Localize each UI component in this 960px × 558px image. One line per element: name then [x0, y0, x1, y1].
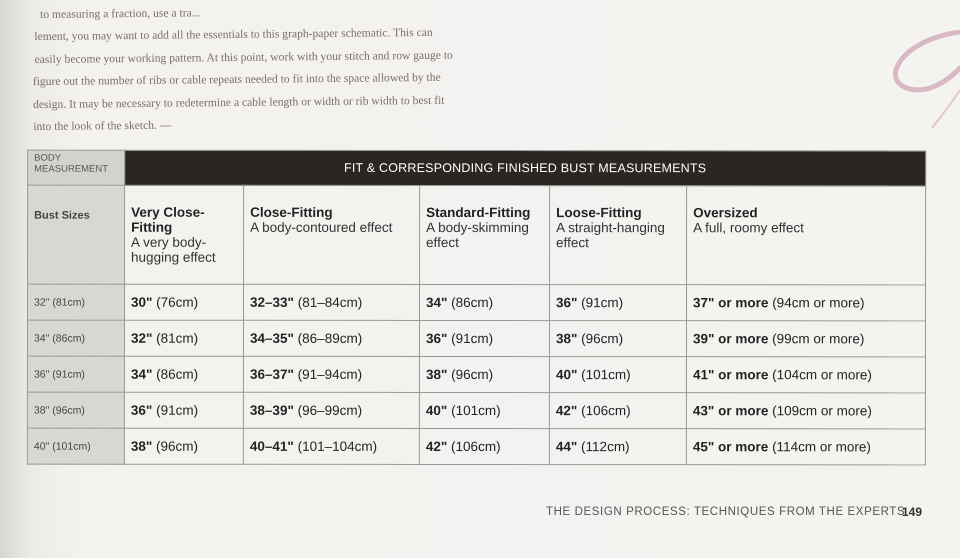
table-cell	[124, 284, 243, 320]
cm-value: (86cm)	[152, 366, 199, 382]
table-row	[27, 392, 925, 429]
fit-description: A body-contoured effect	[250, 219, 393, 235]
table-cell	[686, 393, 925, 429]
table-banner: FIT & CORRESPONDING FINISHED BUST MEASUREMENTS	[125, 150, 926, 186]
fit-table-container	[27, 150, 925, 466]
cm-value: (81cm)	[152, 330, 199, 346]
table-row	[27, 320, 925, 357]
fit-description: A full, roomy effect	[693, 220, 804, 236]
fit-column-header	[244, 185, 420, 284]
table-cell	[549, 321, 686, 357]
cm-value: (96cm)	[447, 366, 494, 383]
fit-types-row	[28, 185, 926, 285]
bust-size-label: 32" (81cm)	[27, 284, 124, 320]
table-cell	[124, 392, 243, 428]
body-measurement-label: BODY MEASUREMENT	[28, 150, 125, 185]
cm-value: (99cm or more)	[768, 331, 865, 347]
cm-value: (101cm)	[577, 367, 631, 383]
inch-value: 39" or more	[692, 331, 769, 347]
inch-value: 34"	[130, 366, 153, 382]
inch-value: 36"	[425, 330, 448, 346]
inch-value: 30"	[130, 294, 153, 310]
cm-value: (101–104cm)	[293, 438, 378, 454]
inch-value: 41" or more	[692, 367, 769, 383]
bust-size-label: 36" (91cm)	[27, 356, 124, 392]
fit-column-header	[125, 185, 244, 284]
table-cell	[243, 428, 419, 464]
inch-value: 40–41"	[249, 438, 294, 454]
cm-value: (91cm)	[577, 295, 624, 311]
fit-title: Very Close-Fitting	[131, 204, 205, 235]
inch-value: 37" or more	[692, 295, 769, 311]
inch-value: 38"	[425, 366, 448, 382]
cm-value: (91–94cm)	[293, 366, 363, 382]
inch-value: 38–39"	[249, 402, 294, 418]
cm-value: (96cm)	[152, 438, 199, 454]
table-cell	[419, 284, 549, 320]
inch-value: 42"	[555, 403, 578, 419]
page-number: 149	[902, 505, 923, 519]
intro-line: easily become your working pattern. At this point, work with your stitch and row gauge to	[34, 48, 453, 66]
inch-value: 40"	[425, 402, 448, 418]
table-cell	[243, 284, 419, 320]
bust-size-label: 40" (101cm)	[27, 428, 124, 464]
cm-value: (112cm)	[577, 439, 630, 455]
fit-column-header	[420, 185, 550, 284]
inch-value: 42"	[425, 438, 448, 454]
inch-value: 38"	[555, 331, 578, 347]
table-cell	[686, 357, 925, 393]
bust-sizes-header: Bust Sizes	[28, 185, 125, 284]
table-cell	[549, 285, 686, 321]
inch-value: 45" or more	[692, 439, 769, 455]
table-cell	[124, 320, 243, 356]
fit-title: Close-Fitting	[250, 204, 333, 220]
cm-value: (94cm or more)	[768, 295, 865, 311]
table-cell	[243, 392, 419, 428]
table-cell	[549, 357, 686, 393]
table-cell	[124, 428, 243, 464]
table-row	[27, 284, 925, 321]
inch-value: 36–37"	[249, 366, 294, 382]
inch-value: 44"	[555, 439, 578, 455]
fit-description: A very body-hugging effect	[131, 234, 216, 265]
inch-value: 32–33"	[249, 294, 294, 310]
inch-value: 36"	[555, 295, 578, 311]
intro-line: figure out the number of ribs or cable repeats needed to fit into the space allowed by the	[32, 71, 441, 89]
cm-value: (76cm)	[152, 294, 199, 310]
decorative-swirl-icon	[850, 30, 960, 130]
cm-value: (81–84cm)	[293, 294, 363, 310]
table-row	[27, 428, 925, 465]
table-cell	[419, 320, 549, 356]
cm-value: (96–99cm)	[293, 402, 363, 418]
inch-value: 34–35"	[249, 330, 294, 346]
cm-value: (104cm or more)	[768, 367, 872, 383]
fit-title: Standard-Fitting	[426, 204, 531, 221]
intro-line: to measuring a fraction, use a tra...	[40, 6, 201, 21]
cm-value: (106cm)	[577, 403, 631, 419]
table-header-row	[28, 150, 926, 186]
intro-paragraph	[32, 0, 511, 138]
fit-description: A straight-hanging effect	[556, 220, 665, 251]
table-cell	[549, 429, 686, 465]
table-cell	[124, 356, 243, 392]
cm-value: (109cm or more)	[768, 403, 872, 419]
fit-description: A body-skimming effect	[426, 219, 529, 250]
table-cell	[419, 356, 549, 392]
table-cell	[419, 428, 549, 464]
intro-line: into the look of the sketch. —	[33, 118, 172, 134]
inch-value: 36"	[130, 402, 153, 418]
table-cell	[243, 320, 419, 356]
fit-measurement-table	[27, 150, 926, 466]
bust-size-label: 34" (86cm)	[27, 320, 124, 356]
fit-column-header	[550, 186, 687, 285]
inch-value: 32"	[130, 330, 153, 346]
cm-value: (86cm)	[447, 294, 494, 311]
fit-title: Oversized	[693, 205, 758, 221]
inch-value: 38"	[130, 438, 153, 454]
table-cell	[686, 429, 925, 465]
table-cell	[419, 392, 549, 428]
inch-value: 34"	[425, 294, 448, 310]
fit-title: Loose-Fitting	[556, 205, 642, 221]
table-cell	[549, 393, 686, 429]
cm-value: (86–89cm)	[293, 330, 363, 346]
inch-value: 43" or more	[692, 403, 769, 419]
cm-value: (91cm)	[447, 330, 494, 347]
table-row	[27, 356, 925, 393]
cm-value: (91cm)	[152, 402, 199, 418]
table-cell	[686, 321, 925, 357]
table-cell	[686, 285, 925, 321]
inch-value: 40"	[555, 367, 578, 383]
intro-line: lement, you may want to add all the essentials to this graph-paper schematic. This can	[34, 26, 433, 44]
intro-line: design. It may be necessary to redetermine a cable length or width or rib width to best fit	[32, 93, 445, 111]
cm-value: (114cm or more)	[768, 439, 871, 455]
cm-value: (106cm)	[447, 438, 501, 455]
cm-value: (96cm)	[577, 331, 624, 347]
running-head: THE DESIGN PROCESS: TECHNIQUES FROM THE EXPERTS	[546, 506, 906, 518]
bust-size-label: 38" (96cm)	[27, 392, 124, 428]
cm-value: (101cm)	[447, 402, 501, 419]
fit-column-header	[687, 186, 926, 285]
table-cell	[243, 356, 419, 392]
